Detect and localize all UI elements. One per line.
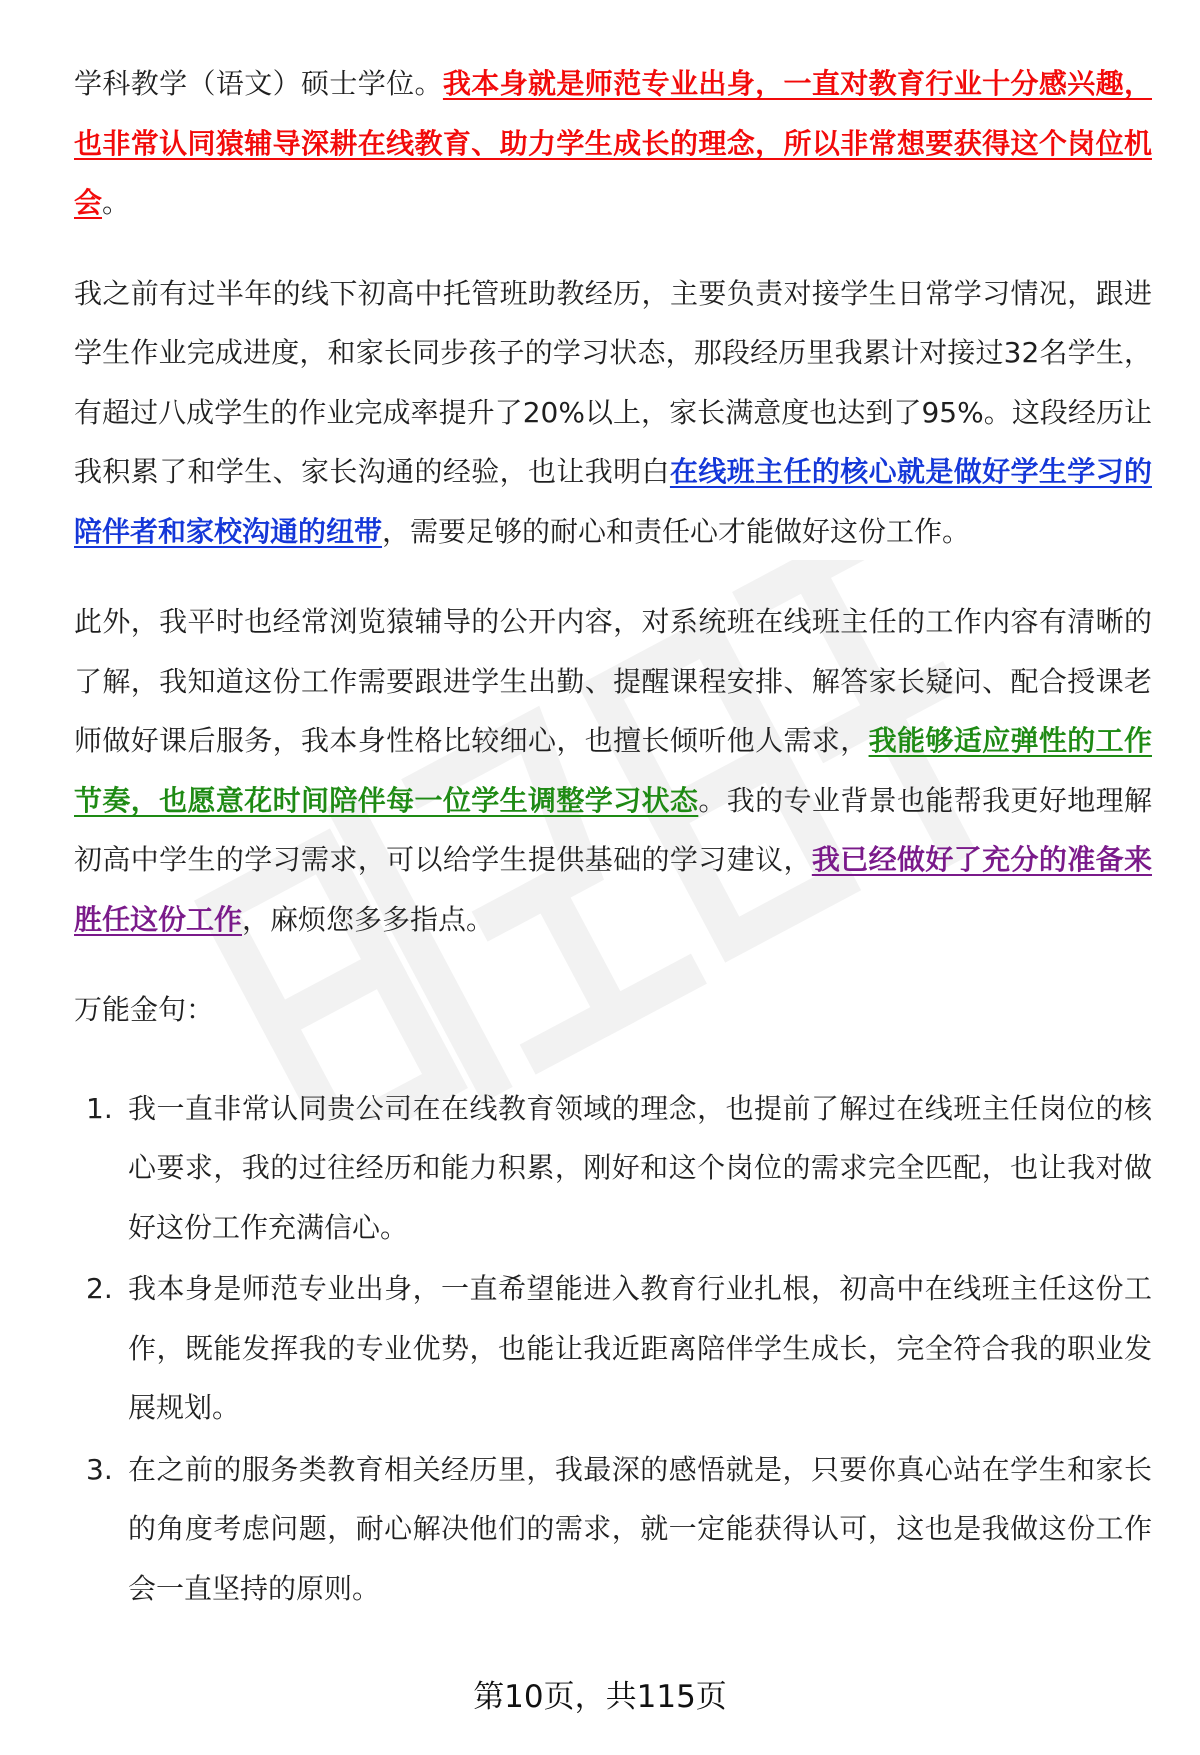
list-item-text: 我一直非常认同贵公司在在线教育领域的理念，也提前了解过在线班主任岗位的核心要求，我的过往经历和能力积累，刚好和这个岗位的需求完全匹配，也让我对做好这份工作充满信心。 (128, 1091, 1152, 1244)
body-text: 。我的专业背景也能帮我更好地理解初高中学生的学习需求，可以给学生提供基础的学习建议， (74, 783, 1152, 876)
body-text: 。 (102, 186, 131, 219)
body-text: 学科教学（语文）硕士学位。 (74, 67, 443, 100)
list-item-text: 在之前的服务类教育相关经历里，我最深的感悟就是，只要你真心站在学生和家长的角度考虑问题，耐心解决他们的需求，就一定能获得认可，这也是我做这份工作会一直坚持的原则。 (128, 1452, 1152, 1605)
golden-phrases-heading: 万能金句： (74, 993, 215, 1026)
page-number-footer: 第10页，共115页 (473, 1679, 727, 1715)
list-item-number: 2. (86, 1272, 113, 1305)
highlighted-text-blue: 在线班主任的核心就是做好学生学习的陪伴者和家校沟通的纽带 (74, 455, 1152, 548)
document-body (74, 54, 1152, 1618)
body-text: ，麻烦您多多指点。 (242, 902, 495, 936)
list-item (74, 1259, 1152, 1438)
paragraph-intro (74, 54, 1152, 233)
golden-phrases-list (74, 1079, 1152, 1619)
highlighted-text-green: 我能够适应弹性的工作节奏，也愿意花时间陪伴每一位学生调整学习状态 (74, 724, 1152, 817)
body-text: 我之前有过半年的线下初高中托管班助教经历，主要负责对接学生日常学习情况，跟进学生作业完成进度，和家长同步孩子的学习状态，那段经历里我累计对接过32名学生，有超过八成学生的作业完成率提升了20%以上，家长满意度也达到了95%。这段经历让我积累了和学生、家长沟通的经验，也让我明白 (74, 276, 1152, 488)
highlighted-text-red: 我本身就是师范专业出身，一直对教育行业十分感兴趣，也非常认同猿辅导深耕在线教育、助力学生成长的理念，所以非常想要获得这个岗位机会 (74, 67, 1152, 219)
paragraph-understanding (74, 592, 1152, 949)
body-text: ，需要足够的耐心和责任心才能做好这份工作。 (382, 514, 971, 548)
body-text: 此外，我平时也经常浏览猿辅导的公开内容，对系统班在线班主任的工作内容有清晰的了解，我知道这份工作需要跟进学生出勤、提醒课程安排、解答家长疑问、配合授课老师做好课后服务，我本身性格比较细心，也擅长倾听他人需求， (74, 605, 1152, 757)
list-item (74, 1440, 1152, 1619)
list-item-text: 我本身是师范专业出身，一直希望能进入教育行业扎根，初高中在线班主任这份工作，既能发挥我的专业优势，也能让我近距离陪伴学生成长，完全符合我的职业发展规划。 (128, 1272, 1152, 1424)
paragraph-experience (74, 264, 1152, 562)
list-item-number: 1. (86, 1091, 113, 1125)
highlighted-text-purple: 我已经做好了充分的准备来胜任这份工作 (74, 843, 1152, 936)
list-item-number: 3. (86, 1452, 113, 1486)
list-item (74, 1079, 1152, 1258)
